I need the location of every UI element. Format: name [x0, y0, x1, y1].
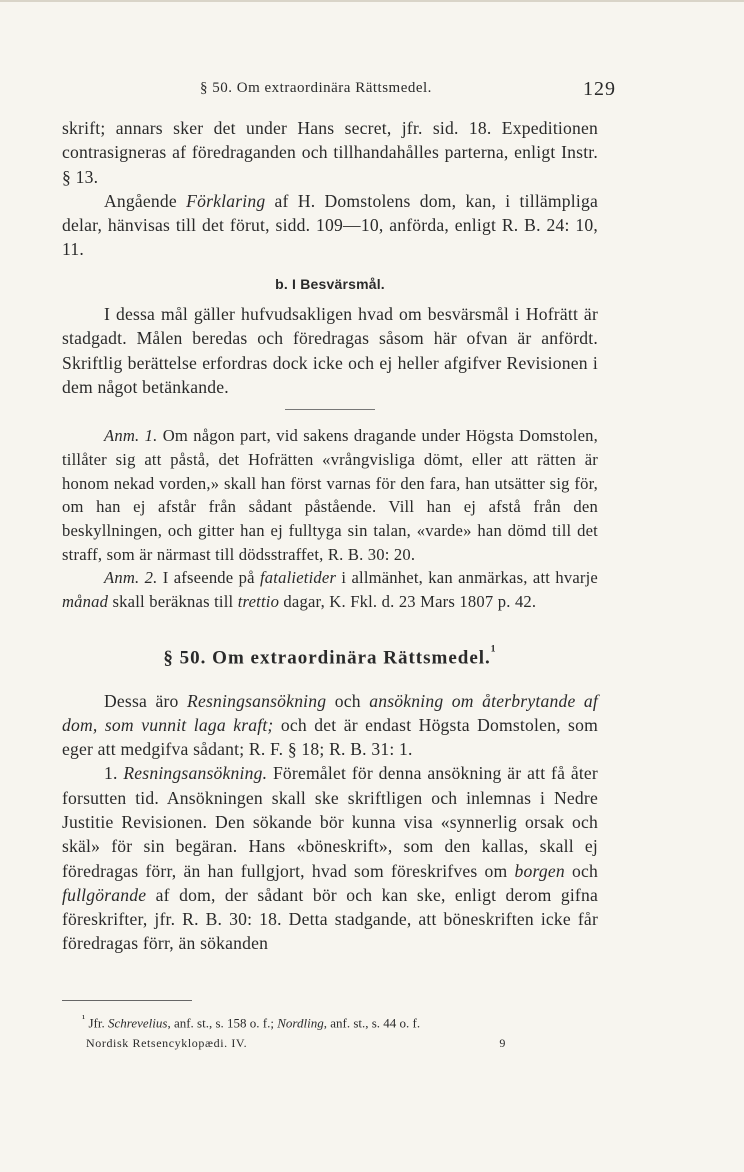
paragraph-1: skrift; annars sker det under Hans secret, jfr. sid. 18. Expeditionen contrasigneras af föredraganden och tillhandahålles parterna, enligt Instr. § 13.	[62, 118, 598, 187]
note-label: Anm. 2.	[104, 568, 158, 588]
running-head: § 50. Om extraordinära Rättsmedel.	[200, 80, 432, 96]
paragraph-3: I dessa mål gäller hufvudsakligen hvad om besvärsmål i Hofrätt är stadgadt. Målen beredas och föredragas såsom här ofvan är anfördt. Skriftlig berättelse erfordras dock icke och ej heller afgifver Revisionen i dem något betänkande.	[62, 304, 598, 397]
divider-rule	[285, 409, 375, 410]
page-footer	[86, 1036, 506, 1051]
paragraph-2: Angående Förklaring af H. Domstolens dom, kan, i tillämpliga delar, hänvisas till det förut, sidd. 109—10, anförda, enligt R. B. 24: 10, 11.	[62, 190, 598, 260]
top-edge-line	[0, 0, 744, 2]
page-body	[62, 116, 598, 956]
publication-line: Nordisk Retsencyklopædi. IV.	[86, 1036, 248, 1050]
footnote: $^{^1}$ Jfr. Schrevelius, anf. st., s. 158 o. f.; Nordling, anf. st., s. 44 o. f.	[82, 1013, 421, 1031]
running-header	[200, 78, 616, 100]
footnote-rule	[62, 1000, 192, 1001]
page-number: 129	[583, 78, 616, 100]
section-title: § 50. Om extraordinära Rättsmedel.$^{^1}$	[163, 642, 497, 669]
footnote-reference: ¹	[490, 642, 497, 660]
paragraph-5: 1. Resningsansökning. Föremålet för denna ansökning är att få åter forsutten tid. Ansökningen skall ske skriftligen och inlemnas i Nedre Justitie Revisionen. Den sökande bör kunna visa «synnerlig orsak och skäl» för sin begäran. Hans «böneskrift», som den kallas, skall ej föredragas förr, än han fullgjort, hvad som föreskrifves om borgen och fullgörande af dom, der sådant bör och kan ske, enligt derom gifna föreskrifter, jfr. R. B. 30: 18. Detta stadgande, att böneskriften icke får föredragas förr, än sökanden	[62, 763, 598, 954]
paragraph-4: Dessa äro Resningsansökning och ansökning om återbrytande af dom, som vunnit laga kraft; och det är endast Högsta Domstolen, som eger att medgifva sådant; R. F. § 18; R. B. 31: 1.	[62, 690, 598, 760]
signature-mark: 9	[499, 1036, 506, 1050]
note-anm-2: Anm. 2. I afseende på fatalietider i allmänhet, kan anmärkas, att hvarje månad skall beräknas till trettio dagar, K. Fkl. d. 23 Mars 1807 p. 42.	[62, 568, 598, 612]
italic-term: Förklaring	[186, 190, 266, 211]
note-label: Anm. 1.	[104, 426, 158, 446]
note-anm-1: Anm. 1. Om någon part, vid sakens dragande under Högsta Domstolen, tillåter sig att påstå, det Hofrätten «vrångvisliga dömt, eller att rätten är honom nekad vorden,» skall han först varnas för den fara, han utsätter sig för, om han ej afstår från sådant påstående. Vill han ej afstå från den beskyllningen, och gitter han ej fulltyga sin talan, «varde» han dömd till det straff, som är närmast till dödsstraffet, R. B. 30: 20.	[62, 426, 598, 564]
subheading-besvarsmal: b. I Besvärsmål.	[275, 275, 385, 292]
